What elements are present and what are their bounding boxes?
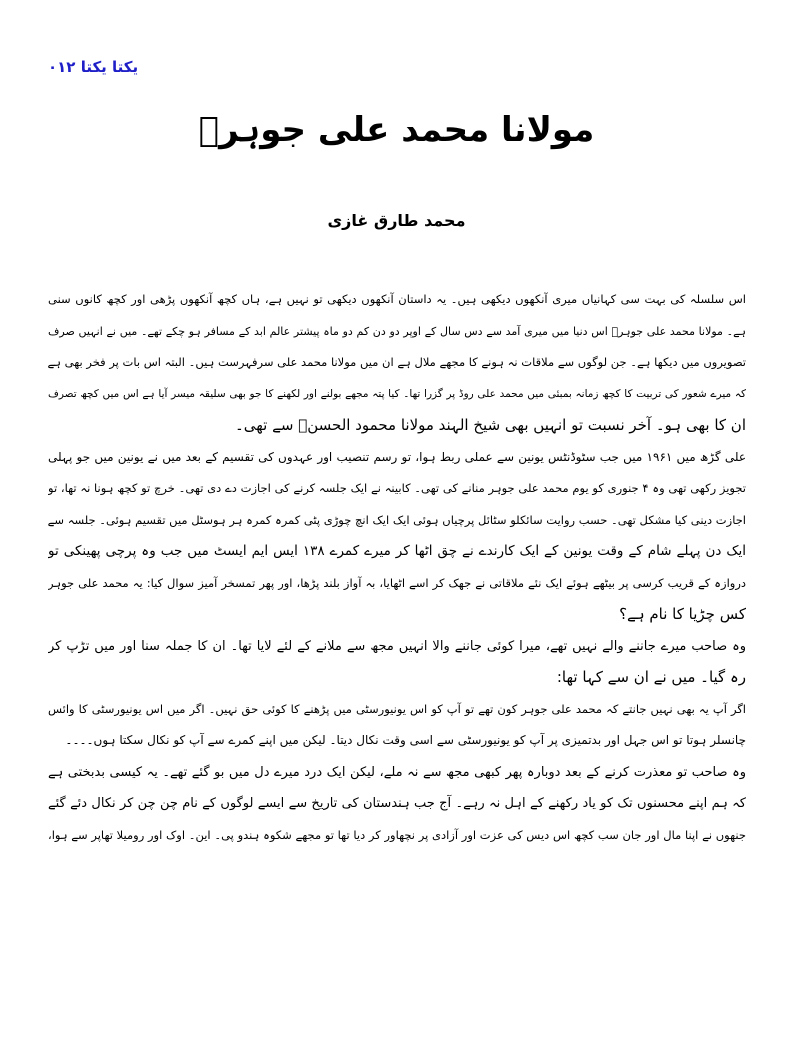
body-line: ایک دن پہلے شام کے وقت یونین کے ایک کارندے نے چق اٹھا کر میرے کمرے ۱۳۸ ایس ایم ایسٹ میں جب وہ پرچی پھینکی تو bbox=[48, 543, 746, 559]
body-line: ہے۔ مولانا محمد علی جوہرؒ اس دنیا میں میری آمد سے دس سال کے اوپر دو دن کم دو ماہ پیشتر عالم ابد کے مسافر ہو چکے تھے۔ میں نے انہیں صرف bbox=[48, 324, 746, 338]
article-author: محمد طارق غازی bbox=[327, 211, 466, 230]
body-line: کہ ہم اپنے محسنوں تک کو یاد رکھنے کے اہل نہ رہے۔ آج جب ہندستان کی تاریخ سے ایسے لوگوں کے نام چن چن کر نکال دئے گئے bbox=[48, 796, 746, 811]
body-line: تجویز رکھی تھی وہ ۴ جنوری کو یوم محمد علی جوہر منانے کی تھی۔ کابینہ نے ایک جلسہ کرنے کی اجازت دے دی تھی۔ خرچ تو کچھ ہونا نہ تھا، تو bbox=[48, 481, 746, 495]
body-line: ان کا بھی ہو۔ آخر نسبت تو انہیں بھی شیخ الہند مولانا محمود الحسنؒ سے تھی۔ bbox=[234, 416, 746, 434]
body-line: اس سلسلہ کی بہت سی کہانیاں میری آنکھوں دیکھی ہیں۔ یہ داستان آنکھوں دیکھی تو نہیں ہے، ہاں کچھ آنکھوں پڑھی اور کچھ کانوں سنی bbox=[48, 292, 746, 306]
body-line: جنھوں نے اپنا مال اور جان سب کچھ اس دیس کی عزت اور آزادی پر نچھاور کر دیا تھا تو مجھے شکوہ ہندو پی۔ این۔ اوک اور رومیلا تھاپر سے ہوا، bbox=[48, 827, 746, 842]
body-line: کہ میرے شعور کی تربیت کا کچھ زمانہ بمبئی میں محمد علی روڈ پر گزرا تھا۔ کیا پتہ مجھے بولنے اور لکھنے کا جو بھی سلیقہ میسر آیا ہے اس میں کچھ تصرف bbox=[48, 387, 746, 400]
body-line: رہ گیا۔ میں نے ان سے کہا تھا: bbox=[556, 668, 746, 686]
body-line: علی گڑھ میں ۱۹۶۱ میں جب سٹوڈنٹس یونین سے عملی ربط ہوا، تو رسم تنصیب اور عہدوں کی تقسیم کے بعد میں نے یونین میں جو پہلی bbox=[48, 449, 746, 464]
body-line: کس چڑیا کا نام ہے؟ bbox=[619, 605, 746, 623]
series-mark: یکتا یکتا ۰۱۲ bbox=[48, 58, 139, 76]
body-line: اجازت دینی کیا مشکل تھی۔ حسب روایت سائکلو سٹائل پرچیاں ہوئی ایک ایک انچ چوڑی پٹی کمرہ کمرہ ہر ہوسٹل میں تقسیم ہوئی۔ جلسہ سے bbox=[48, 512, 746, 527]
body-line: وہ صاحب تو معذرت کرنے کے بعد دوبارہ پھر کبھی مجھ سے نہ ملے، لیکن ایک درد میرے دل میں بو گئے تھے۔ یہ کیسی بدبختی ہے bbox=[48, 764, 746, 780]
article-body bbox=[48, 284, 746, 851]
body-line: اگر آپ یہ بھی نہیں جانتے کہ محمد علی جوہر کون تھے تو آپ کو اس یونیورسٹی میں پڑھنے کا کوئی حق نہیں۔ اگر میں اس یونیورسٹی کا وائس bbox=[48, 701, 746, 716]
body-line: تصویروں میں دیکھا ہے۔ جن لوگوں سے ملاقات نہ ہونے کا مجھے ملال ہے ان میں مولانا محمد علی سرفہرست ہیں۔ البتہ اس بات پر فخر بھی ہے bbox=[48, 355, 746, 369]
body-line: چانسلر ہوتا تو اس جہل اور بدتمیزی پر آپ کو یونیورسٹی سے اسی وقت نکال دیتا۔ لیکن میں اپنے کمرے سے آپ کو نکال سکتا ہوں۔۔۔۔ bbox=[65, 733, 746, 747]
article-title: مولانا محمد علی جوہرؒ bbox=[198, 110, 595, 150]
body-line: وہ صاحب میرے جاننے والے نہیں تھے، میرا کوئی جاننے والا انہیں مجھ سے ملانے کے لئے لایا تھا۔ ان کا جملہ سنا اور میں تڑپ کر bbox=[48, 638, 746, 654]
body-line: دروازہ کے قریب کرسی پر بیٹھے ہوئے ایک نئے ملاقاتی نے جھک کر اسے اٹھایا، بہ آواز بلند پڑھا، اور پھر تمسخر آمیز سوال کیا: یہ محمد علی جوہر bbox=[48, 575, 746, 590]
